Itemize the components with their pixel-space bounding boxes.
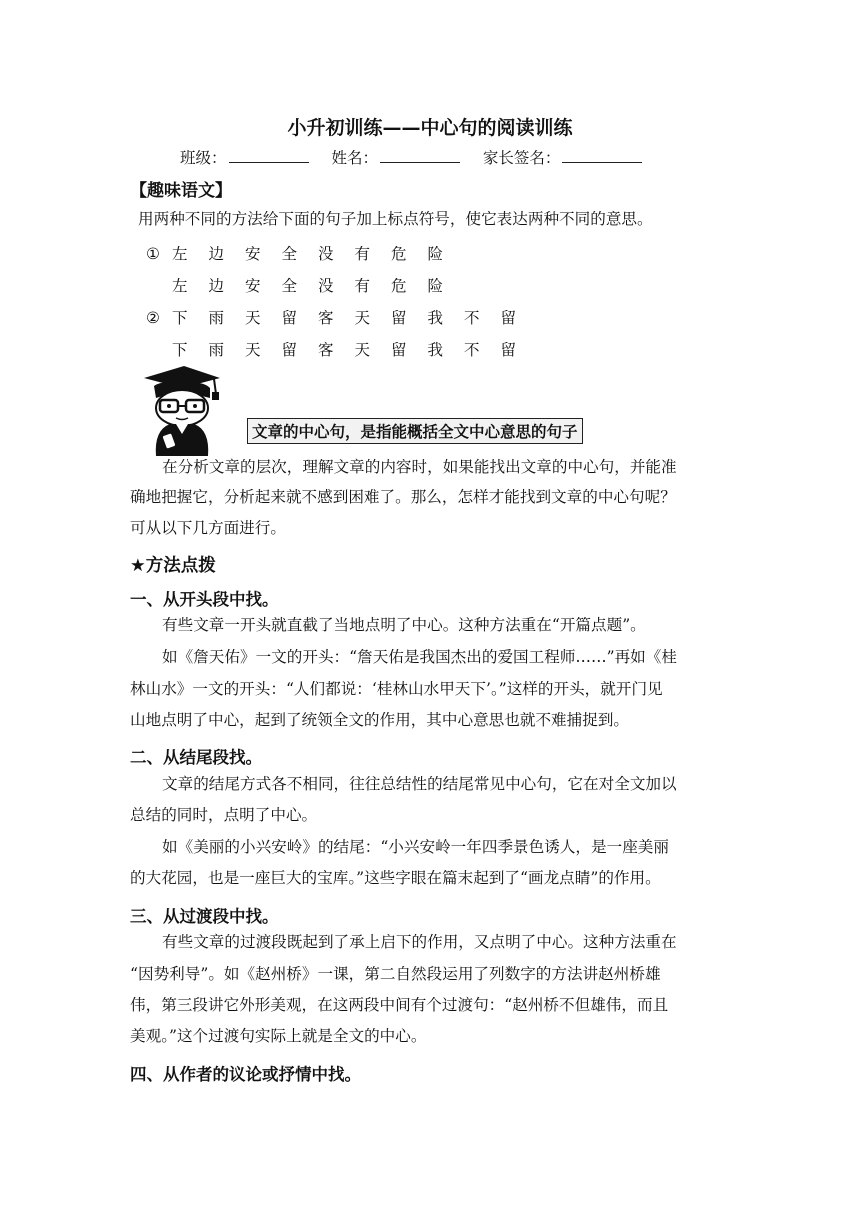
sentence-char: 全 bbox=[281, 277, 298, 295]
exercise-1-marker: ① bbox=[146, 245, 160, 263]
sentence-char: 边 bbox=[208, 277, 225, 295]
sentence-char: 左 bbox=[172, 245, 188, 263]
section-2-line-3: 如《美丽的小兴安岭》的结尾：“小兴安岭一年四季景色诱人，是一座美丽 bbox=[162, 838, 669, 856]
sentence-1-line-a bbox=[172, 245, 464, 263]
section-4-heading: 四、从作者的议论或抒情中找。 bbox=[130, 1065, 361, 1084]
section-3-line-2: “因势利导”。如《赵州桥》一课，第二自然段运用了列数字的方法讲赵州桥雄 bbox=[130, 965, 661, 983]
sentence-char: 安 bbox=[245, 277, 261, 295]
class-blank bbox=[229, 148, 309, 163]
sentence-2-line-a bbox=[172, 309, 537, 327]
sentence-char: 我 bbox=[427, 309, 444, 327]
sentence-char: 有 bbox=[354, 277, 371, 295]
sentence-char: 雨 bbox=[208, 341, 225, 359]
section-3-line-4: 美观。”这个过渡句实际上就是全文的中心。 bbox=[130, 1027, 427, 1045]
sentence-char: 留 bbox=[281, 341, 298, 359]
sentence-char: 客 bbox=[318, 341, 334, 359]
intro-line-3: 可从以下几方面进行。 bbox=[130, 519, 286, 537]
sentence-char: 边 bbox=[208, 245, 225, 263]
sentence-char: 留 bbox=[500, 341, 517, 359]
definition-box: 文章的中心句，是指能概括全文中心意思的句子 bbox=[247, 418, 583, 444]
section-2-heading: 二、从结尾段找。 bbox=[130, 748, 262, 767]
sentence-char: 天 bbox=[245, 341, 261, 359]
sentence-char: 不 bbox=[464, 309, 480, 327]
sentence-char: 危 bbox=[391, 245, 407, 263]
sentence-char: 有 bbox=[354, 245, 371, 263]
sentence-char: 天 bbox=[354, 309, 371, 327]
sentence-char: 我 bbox=[427, 341, 444, 359]
section-1-line-3: 林山水》一文的开头：“人们都说：‘桂林山水甲天下’。”这样的开头，就开门见 bbox=[130, 680, 663, 698]
page-title: 小升初训练——中心句的阅读训练 bbox=[287, 117, 573, 139]
fun-heading: 【趣味语文】 bbox=[130, 181, 232, 201]
section-1-heading: 一、从开头段中找。 bbox=[130, 590, 279, 609]
sentence-char: 没 bbox=[318, 245, 334, 263]
sentence-char: 天 bbox=[245, 309, 261, 327]
sentence-char: 留 bbox=[281, 309, 298, 327]
sentence-1-line-b bbox=[172, 277, 464, 295]
methods-heading: ★方法点拨 bbox=[130, 556, 216, 576]
section-1-line-2: 如《詹天佑》一文的开头：“詹天佑是我国杰出的爱国工程师……”再如《桂 bbox=[162, 648, 677, 666]
exercise-2a bbox=[146, 306, 537, 328]
section-2-line-1: 文章的结尾方式各不相同，往往总结性的结尾常见中心句，它在对全文加以 bbox=[162, 775, 677, 793]
section-3-heading: 三、从过渡段中找。 bbox=[130, 907, 279, 926]
sentence-char: 险 bbox=[427, 245, 444, 263]
sentence-char: 下 bbox=[172, 309, 188, 327]
fun-instruction: 用两种不同的方法给下面的句子加上标点符号，使它表达两种不同的意思。 bbox=[138, 210, 653, 228]
sentence-char: 下 bbox=[172, 341, 188, 359]
exercise-2-marker: ② bbox=[146, 309, 160, 327]
sentence-char: 留 bbox=[391, 309, 407, 327]
sentence-2-line-b bbox=[172, 341, 537, 359]
exercise-1a bbox=[146, 242, 464, 264]
class-field: 班级： bbox=[180, 149, 309, 167]
sentence-char: 险 bbox=[427, 277, 444, 295]
section-1-line-4: 山地点明了中心，起到了统领全文的作用，其中心意思也就不难捕捉到。 bbox=[130, 711, 630, 729]
section-2-line-4: 的大花园，也是一座巨大的宝库。”这些字眼在篇末起到了“画龙点睛”的作用。 bbox=[130, 869, 661, 887]
sentence-char: 留 bbox=[391, 341, 407, 359]
sentence-char: 全 bbox=[281, 245, 298, 263]
intro-line-2: 确地把握它，分析起来就不感到困难了。那么，怎样才能找到文章的中心句呢？ bbox=[130, 488, 676, 506]
section-3-line-3: 伟，第三段讲它外形美观，在这两段中间有个过渡句：“赵州桥不但雄伟，而且 bbox=[130, 996, 669, 1014]
exercise-2b bbox=[172, 338, 537, 360]
parent-signature-blank bbox=[562, 148, 642, 163]
section-1-line-1: 有些文章一开头就直截了当地点明了中心。这种方法重在“开篇点题”。 bbox=[162, 616, 646, 634]
header-fields bbox=[180, 146, 660, 168]
section-3-line-1: 有些文章的过渡段既起到了承上启下的作用，又点明了中心。这种方法重在 bbox=[162, 933, 677, 951]
intro-line-1: 在分析文章的层次，理解文章的内容时，如果能找出文章的中心句，并能准 bbox=[162, 458, 677, 476]
sentence-char: 留 bbox=[500, 309, 517, 327]
sentence-char: 安 bbox=[245, 245, 261, 263]
name-blank bbox=[380, 148, 460, 163]
sentence-char: 客 bbox=[318, 309, 334, 327]
sentence-char: 危 bbox=[391, 277, 407, 295]
graduate-cartoon-icon bbox=[140, 364, 224, 456]
sentence-char: 没 bbox=[318, 277, 334, 295]
parent-signature-field: 家长签名： bbox=[483, 149, 643, 167]
exercise-1b bbox=[172, 274, 464, 296]
sentence-char: 天 bbox=[354, 341, 371, 359]
name-field: 姓名： bbox=[331, 149, 460, 167]
section-2-line-2: 总结的同时，点明了中心。 bbox=[130, 806, 318, 824]
sentence-char: 不 bbox=[464, 341, 480, 359]
sentence-char: 左 bbox=[172, 277, 188, 295]
sentence-char: 雨 bbox=[208, 309, 225, 327]
